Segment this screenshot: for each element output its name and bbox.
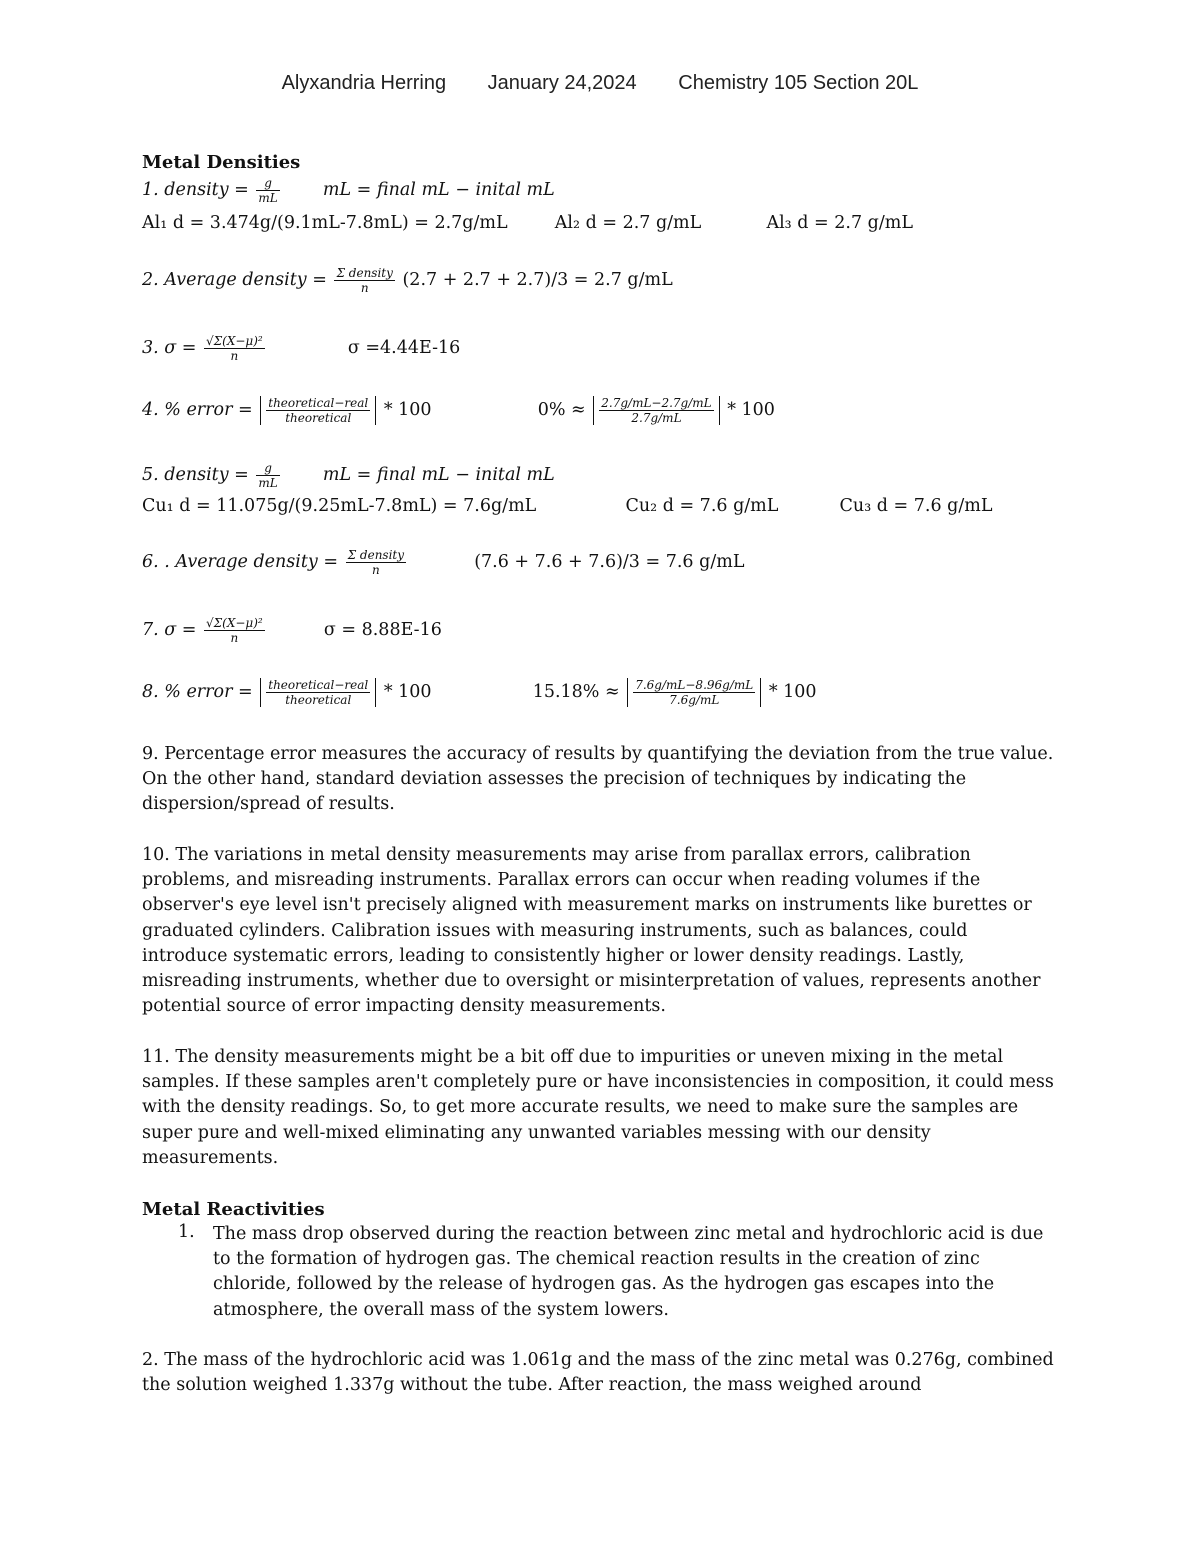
- q1-fraction: $\frac{g}{mL}$: [258, 176, 278, 205]
- q2-label: 2. Average density =: [142, 270, 327, 290]
- q7-fraction: $\frac{\text{√Σ(X−μ)²}}{n}$: [206, 616, 263, 645]
- q5-volume-formula: mL = final mL − inital mL: [322, 465, 555, 485]
- q5-label: 5. density =: [142, 465, 249, 485]
- cu3-density: Cu₃ d = 7.6 g/mL: [839, 496, 993, 516]
- q8-multiplier: * 100: [383, 682, 432, 702]
- q4-line: [142, 396, 1062, 425]
- cu1-density: Cu₁ d = 11.075g/(9.25mL-7.8mL) = 7.6g/mL: [142, 496, 537, 516]
- q8-result-multiplier: * 100: [768, 682, 817, 702]
- q2-fraction: $\frac{\text{Σ density}}{n}$: [336, 266, 393, 295]
- reactivity-item1-number: 1.: [178, 1222, 195, 1242]
- q5-fraction: $\frac{g}{mL}$: [258, 461, 278, 490]
- q3-sigma-value: σ =4.44E-16: [347, 338, 461, 358]
- document-header: [0, 72, 1200, 95]
- q7-sigma-value: σ = 8.88E-16: [323, 620, 442, 640]
- al3-density: Al₃ d = 2.7 g/mL: [766, 213, 913, 233]
- q1-values-line: [142, 211, 1062, 236]
- author-name: Alyxandria Herring: [281, 72, 447, 94]
- q1-label: 1. density =: [142, 180, 249, 200]
- q1-volume-formula: mL = final mL − inital mL: [322, 180, 555, 200]
- cu2-density: Cu₂ d = 7.6 g/mL: [625, 496, 779, 516]
- q6-line: [142, 548, 1062, 577]
- al1-density: Al₁ d = 3.474g/(9.1mL-7.8mL) = 2.7g/mL: [142, 213, 508, 233]
- q4-label: 4. % error =: [142, 400, 253, 420]
- q4-result-abs: $\frac{2.7g/mL-2.7g/mL}{2.7g/mL}$: [593, 396, 719, 425]
- al2-density: Al₂ d = 2.7 g/mL: [554, 213, 702, 233]
- document-date: January 24,2024: [487, 72, 637, 94]
- q3-fraction: $\frac{\text{√Σ(X−μ)²}}{n}$: [206, 334, 263, 363]
- q8-abs-value: $\frac{\text{theoretical−real}}{\text{theoretical}}$: [260, 678, 376, 707]
- q6-fraction: $\frac{\text{Σ density}}{n}$: [347, 548, 405, 577]
- q11-paragraph: 11. The density measurements might be a bit off due to impurities or uneven mixing in the metal samples. If these samples aren't completely pure or have inconsistencies in composition, it could mess with the density readings. So, to get more accurate results, we need to make sure the samples are super pure and well-mixed eliminating any unwanted variables messing with our density measurements.: [142, 1047, 1054, 1168]
- q2-calculation: (2.7 + 2.7 + 2.7)/3 = 2.7 g/mL: [402, 270, 673, 290]
- q7-line: [142, 616, 1062, 645]
- q4-multiplier: * 100: [383, 400, 432, 420]
- q5-values-line: [142, 494, 1062, 519]
- q8-result-abs: $\frac{7.6g/mL-8.96g/mL}{7.6g/mL}$: [627, 678, 761, 707]
- reactivity-item2-text: 2. The mass of the hydrochloric acid was 1.061g and the mass of the zinc metal was 0.276g, combined the solution weighed 1.337g without the tube. After reaction, the mass weighed around: [142, 1350, 1054, 1396]
- q1-formula-line: [142, 176, 1062, 205]
- section-heading-densities: Metal Densities: [142, 152, 301, 173]
- q8-line: [142, 678, 1062, 707]
- q4-abs-value: $\frac{\text{theoretical−real}}{\text{theoretical}}$: [260, 396, 376, 425]
- q3-label: 3. σ =: [142, 338, 197, 358]
- q3-line: [142, 334, 1062, 363]
- q10-paragraph: 10. The variations in metal density measurements may arise from parallax errors, calibration problems, and misreading instruments. Parallax errors can occur when reading volumes if the observer's eye level isn't precisely aligned with measurement marks on instruments like burettes or graduated cylinders. Calibration issues with measuring instruments, such as balances, could introduce systematic errors, leading to consistently higher or lower density readings. Lastly, misreading instruments, whether due to oversight or misinterpretation of values, represents another potential source of error impacting density measurements.: [142, 845, 1041, 1017]
- q8-result: 15.18% ≈: [532, 682, 620, 702]
- q6-label: 6. . Average density =: [142, 552, 339, 572]
- q6-calculation: (7.6 + 7.6 + 7.6)/3 = 7.6 g/mL: [474, 552, 745, 572]
- q5-formula-line: [142, 461, 1062, 490]
- q2-line: [142, 266, 1062, 295]
- reactivity-item1-text: The mass drop observed during the reaction between zinc metal and hydrochloric acid is due to the formation of hydrogen gas. The chemical reaction results in the creation of zinc chloride, followed by the release of hydrogen gas. As the hydrogen gas escapes into the atmosphere, the overall mass of the system lowers.: [213, 1224, 1044, 1320]
- course-name: Chemistry 105 Section 20L: [678, 72, 919, 94]
- q4-result: 0% ≈: [537, 400, 586, 420]
- section-heading-reactivities: Metal Reactivities: [142, 1199, 325, 1220]
- q4-result-multiplier: * 100: [727, 400, 775, 420]
- q9-paragraph: 9. Percentage error measures the accuracy of results by quantifying the deviation from the true value. On the other hand, standard deviation assesses the precision of techniques by indicating the dispersion/spread of results.: [142, 744, 1054, 815]
- q7-label: 7. σ =: [142, 620, 197, 640]
- q8-label: 8. % error =: [142, 682, 253, 702]
